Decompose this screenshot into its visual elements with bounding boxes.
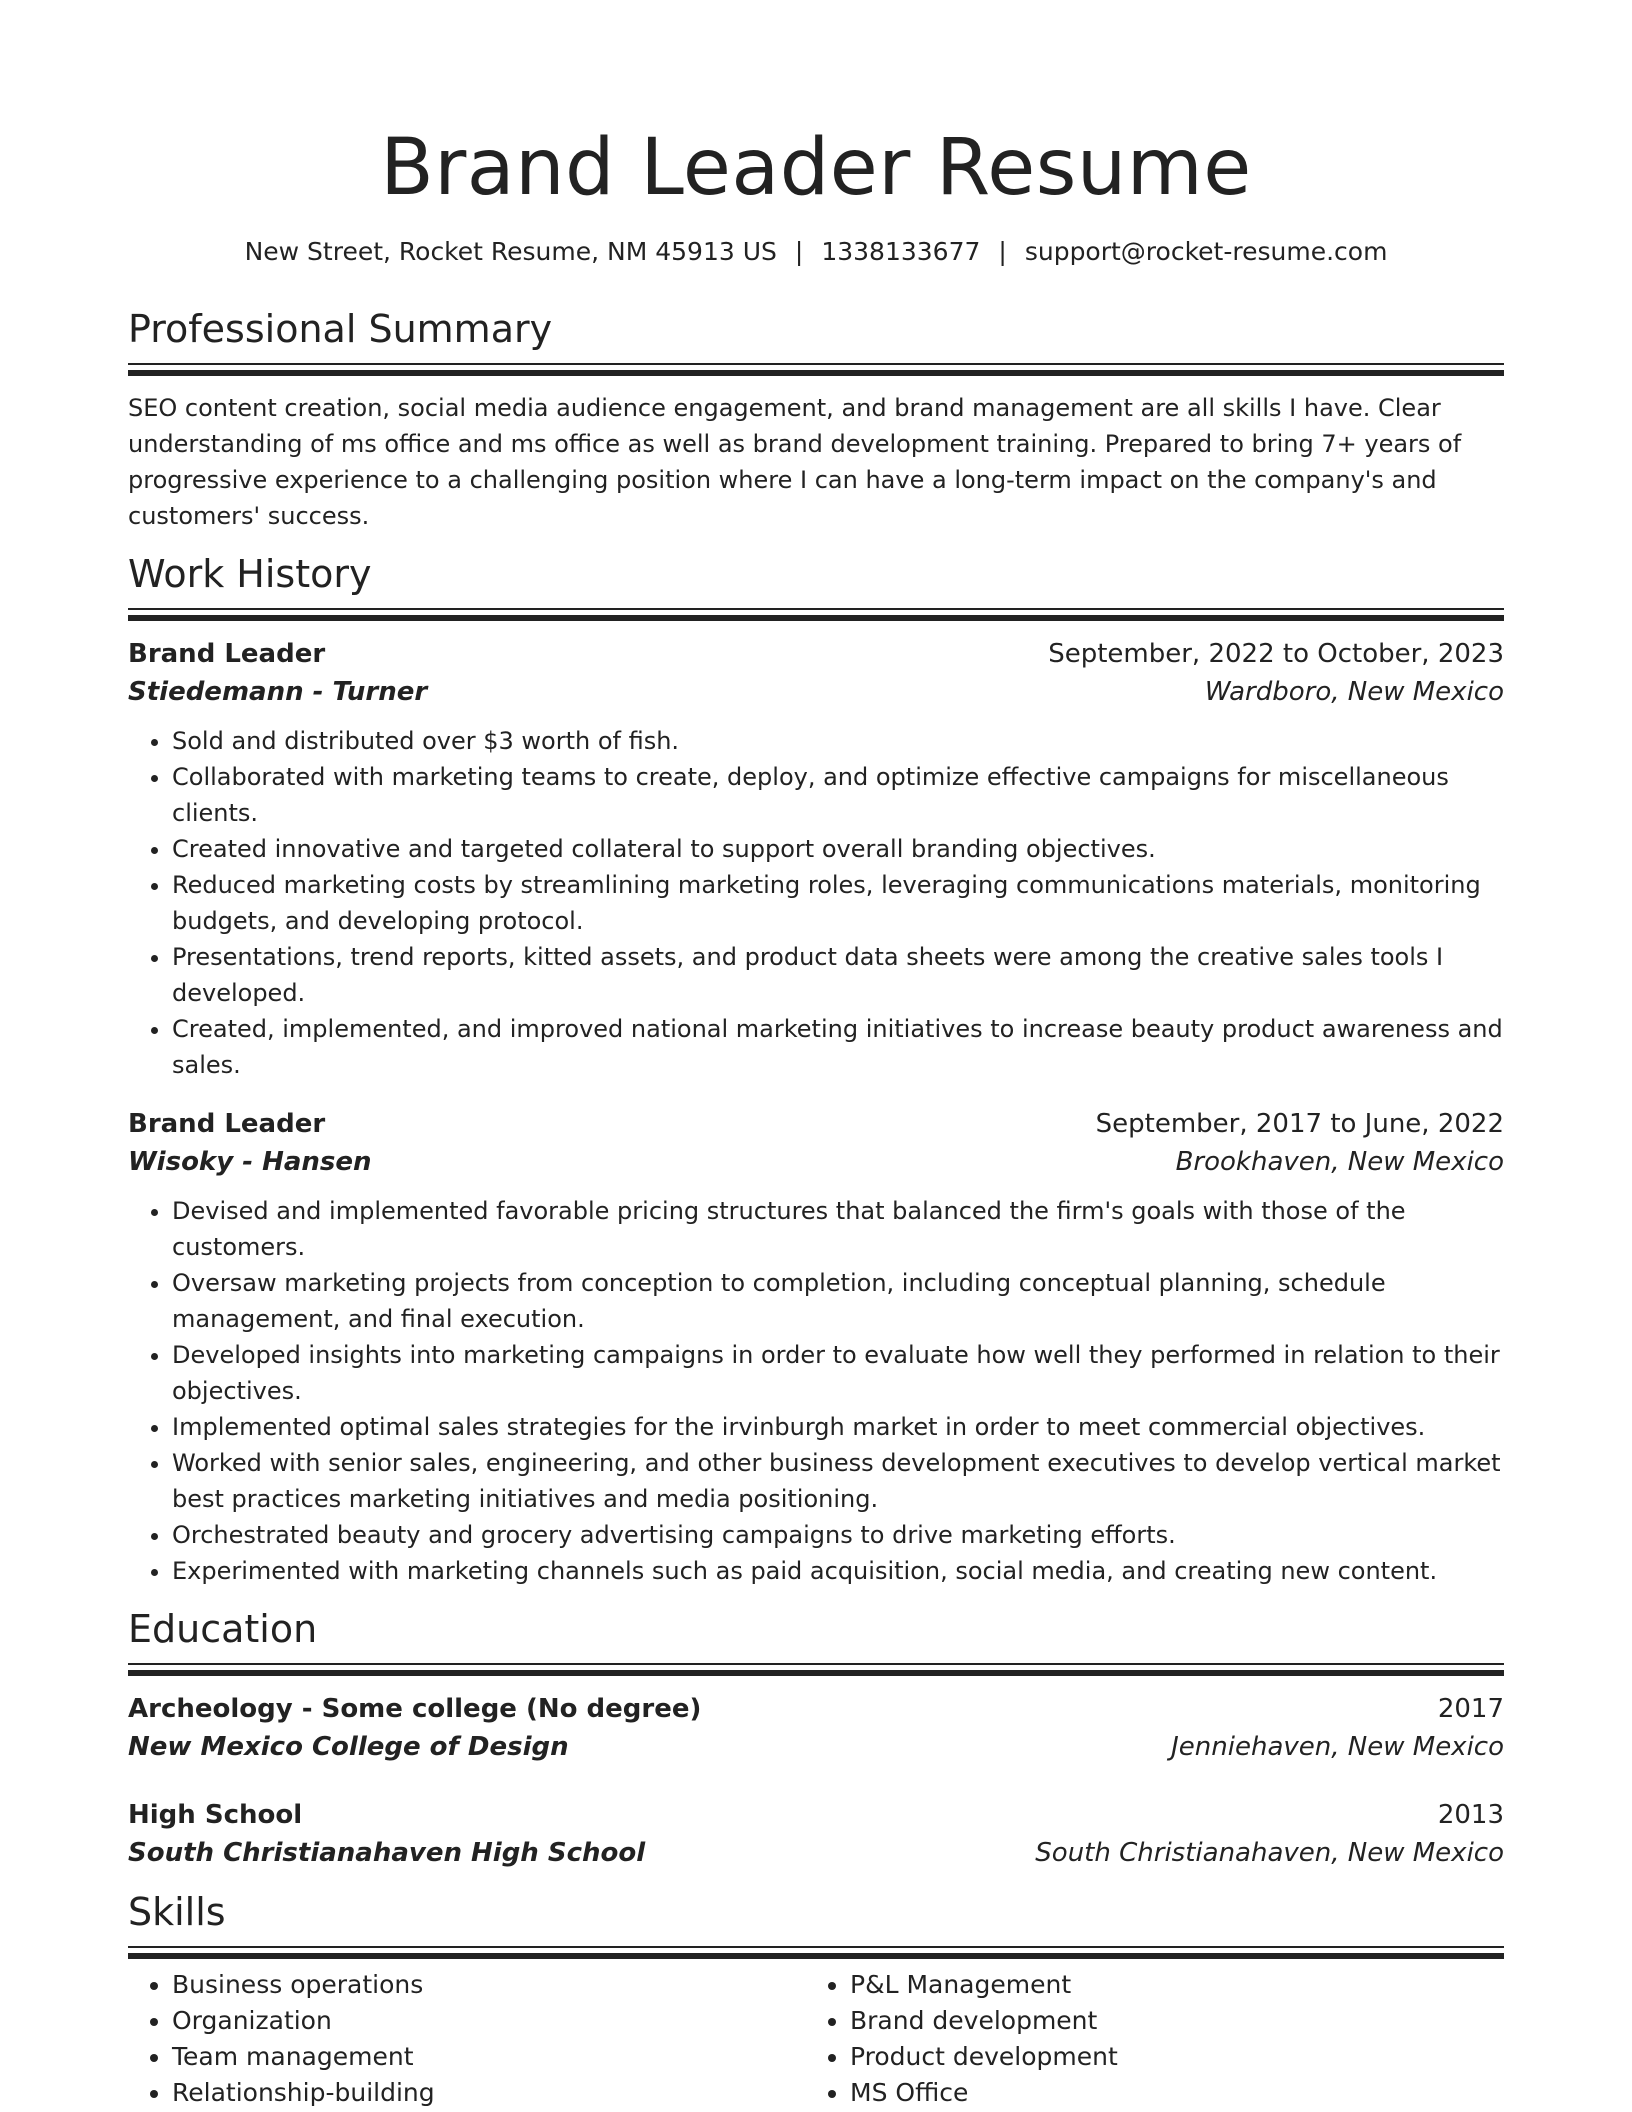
summary-section — [128, 305, 1504, 534]
section-divider — [128, 608, 1504, 621]
section-divider — [128, 1663, 1504, 1676]
section-divider — [128, 1946, 1504, 1959]
job-header-row — [128, 1105, 1504, 1143]
skill-item: • Brand development — [850, 2003, 1484, 2039]
list-item: • Oversaw marketing projects from conception to completion, including conceptual planning, schedule management, and final execution. — [172, 1265, 1504, 1337]
education-header-row — [128, 1796, 1504, 1834]
work-history-section — [128, 550, 1504, 1589]
contact-line — [128, 236, 1504, 268]
job-entry — [128, 635, 1504, 1083]
list-item: • Presentations, trend reports, kitted assets, and product data sheets were among the creative sales tools I developed. — [172, 939, 1504, 1011]
skill-item: • Product development — [850, 2039, 1484, 2075]
summary-text: SEO content creation, social media audience engagement, and brand management are all skills I have. Clear understanding of ms office and ms office as well as brand development training. Prepared to bring 7+ years of progressive experience to a challenging position where I can have a long-term impact on the company's and customers' success. — [128, 394, 1462, 530]
education-year: 2017 — [1437, 1694, 1504, 1724]
skill-item: • Relationship-building — [172, 2075, 806, 2111]
list-item: • Developed insights into marketing campaigns in order to evaluate how well they performed in relation to their objectives. — [172, 1337, 1504, 1409]
skills-list — [806, 1967, 1484, 2111]
education-school-row — [128, 1834, 1504, 1872]
job-employer: Stiedemann - Turner — [128, 677, 428, 707]
job-location: Wardboro, New Mexico — [1204, 677, 1504, 707]
section-heading: Education — [128, 1607, 318, 1651]
skills-column-right — [806, 1967, 1484, 2111]
education-location: Jenniehaven, New Mexico — [1171, 1732, 1504, 1762]
list-item: • Created innovative and targeted collateral to support overall branding objectives. — [172, 831, 1504, 867]
job-entry — [128, 1105, 1504, 1589]
job-bullets — [128, 1193, 1504, 1589]
skill-item: • Team management — [172, 2039, 806, 2075]
job-dates: September, 2022 to October, 2023 — [1048, 639, 1504, 669]
list-item: • Experimented with marketing channels such as paid acquisition, social media, and creating new content. — [172, 1553, 1504, 1589]
list-item: • Implemented optimal sales strategies for the irvinburgh market in order to meet commercial objectives. — [172, 1409, 1504, 1445]
list-item: • Devised and implemented favorable pricing structures that balanced the firm's goals with those of the customers. — [172, 1193, 1504, 1265]
job-employer: Wisoky - Hansen — [128, 1147, 372, 1177]
job-location: Brookhaven, New Mexico — [1175, 1147, 1504, 1177]
skill-item: • Business operations — [172, 1967, 806, 2003]
resume-content — [128, 0, 1504, 2111]
job-dates: September, 2017 to June, 2022 — [1095, 1109, 1504, 1139]
job-header-row — [128, 635, 1504, 673]
education-year: 2013 — [1437, 1800, 1504, 1830]
list-item: • Reduced marketing costs by streamlining marketing roles, leveraging communications materials, monitoring budgets, and developing protocol. — [172, 867, 1504, 939]
list-item: • Sold and distributed over $3 worth of fish. — [172, 723, 1504, 759]
job-employer-row — [128, 673, 1504, 711]
education-location: South Christianahaven, New Mexico — [1035, 1838, 1504, 1868]
section-heading: Skills — [128, 1890, 226, 1934]
skills-list — [128, 1967, 806, 2111]
education-school: New Mexico College of Design — [128, 1732, 569, 1762]
education-header-row — [128, 1690, 1504, 1728]
skill-item: • Organization — [172, 2003, 806, 2039]
contact-separator: | — [998, 237, 1007, 266]
contact-phone: 1338133677 — [821, 237, 981, 266]
education-school-row — [128, 1728, 1504, 1766]
skills-grid — [128, 1967, 1504, 2111]
contact-email: support@rocket-resume.com — [1024, 237, 1388, 266]
list-item: • Created, implemented, and improved national marketing initiatives to increase beauty product awareness and sales. — [172, 1011, 1504, 1083]
education-section — [128, 1605, 1504, 1872]
education-degree: Archeology - Some college (No degree) — [128, 1694, 702, 1724]
section-heading: Work History — [128, 552, 372, 596]
contact-address: New Street, Rocket Resume, NM 45913 US — [244, 237, 777, 266]
job-employer-row — [128, 1143, 1504, 1181]
education-entry — [128, 1690, 1504, 1766]
education-degree: High School — [128, 1800, 303, 1830]
skills-section — [128, 1888, 1504, 2111]
education-entry — [128, 1796, 1504, 1872]
resume-title: Brand Leader Resume — [380, 123, 1252, 213]
list-item: • Worked with senior sales, engineering, and other business development executives to develop vertical market best practices marketing initiatives and media positioning. — [172, 1445, 1504, 1517]
list-item: • Orchestrated beauty and grocery advertising campaigns to drive marketing efforts. — [172, 1517, 1504, 1553]
skills-column-left — [128, 1967, 806, 2111]
job-title: Brand Leader — [128, 1109, 326, 1139]
contact-separator: | — [794, 237, 804, 266]
section-divider — [128, 363, 1504, 376]
job-title: Brand Leader — [128, 639, 326, 669]
job-bullets — [128, 723, 1504, 1083]
section-heading: Professional Summary — [128, 307, 553, 351]
skill-item: • P&L Management — [850, 1967, 1484, 2003]
education-school: South Christianahaven High School — [128, 1838, 646, 1868]
list-item: • Collaborated with marketing teams to create, deploy, and optimize effective campaigns for miscellaneous clients. — [172, 759, 1504, 831]
skill-item: • MS Office — [850, 2075, 1484, 2111]
